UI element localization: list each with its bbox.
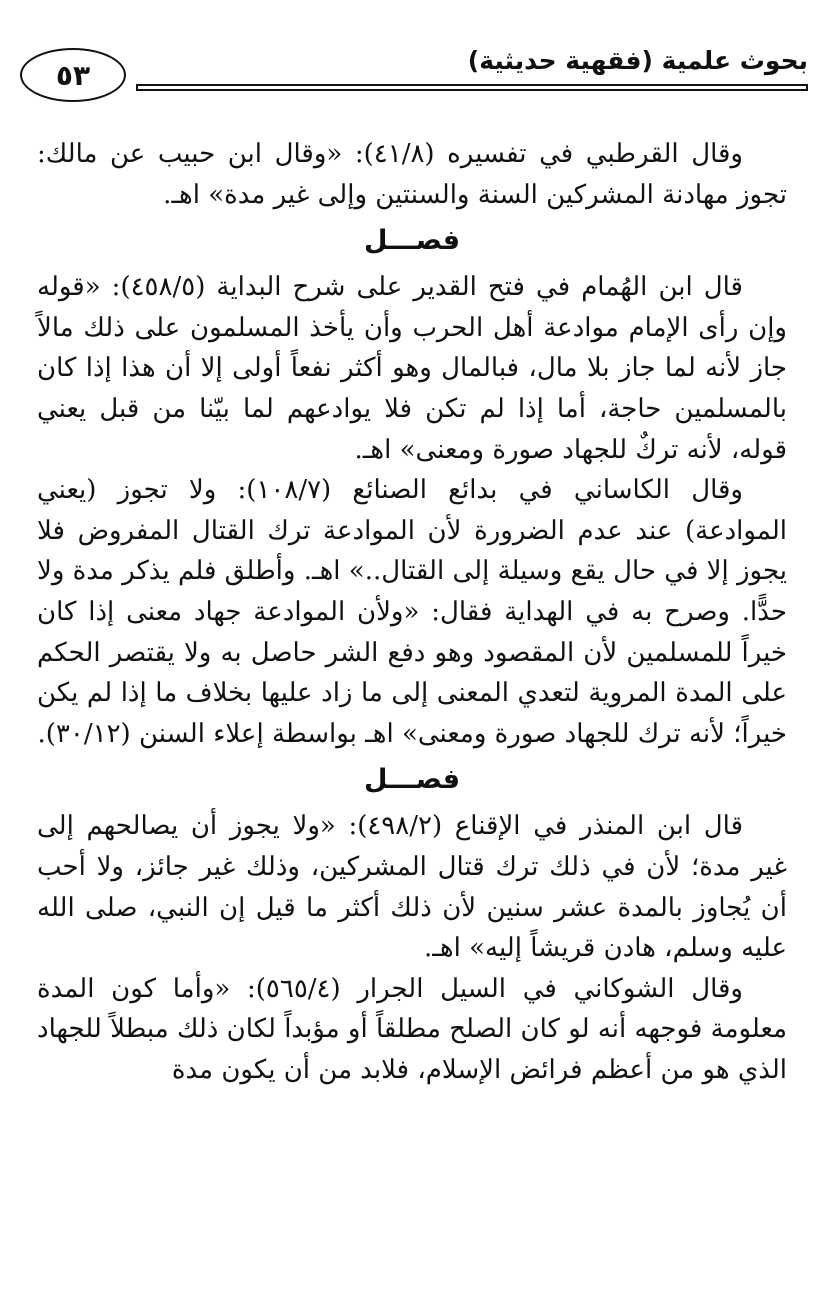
paragraph: قال ابن المنذر في الإقناع (٤٩٨/٢): «ولا يجوز أن يصالحهم إلى غير مدة؛ لأن في ذلك ترك قتال المشركين، وذلك غير جائز، ولا أحب أن يُجاوز بالمدة عشر سنين لأن ذلك أكثر ما قيل إن النبي، صلى الله عليه وسلم، هادن قريشاً إليه» اهـ. [37,811,788,964]
page-header [18,40,808,110]
paragraph: قال ابن الهُمام في فتح القدير على شرح البداية (٤٥٨/٥): «قوله وإن رأى الإمام موادعة أهل الحرب وأن يأخذ المسلمون على ذلك مالاً جاز لأنه لما جاز بلا مال، فبالمال وهو أكثر نفعاً أولى إلا أن هذا إذا كان بالمسلمين حاجة، أما إذا لم تكن فلا يوادعهم لما بيّنا من قبل يعني قوله، لأنه تركٌ للجهاد صورة ومعنى» اهـ. [37,272,787,465]
paragraph: وقال القرطبي في تفسيره (٤١/٨): «وقال ابن حبيب عن مالك: تجوز مهادنة المشركين السنة والسنتين وإلى غير مدة» اهـ. [37,139,787,210]
page-number-text: ٥٣ [55,58,91,92]
page-number [20,48,126,102]
paragraph: وقال الكاساني في بدائع الصنائع (١٠٨/٧): ولا تجوز (يعني الموادعة) عند عدم الضرورة لأن الموادعة ترك القتال المفروض فلا يجوز إلا في حال يقع وسيلة إلى القتال..» اهـ. وأطلق فلم يذكر مدة ولا حدًّا. وصرح به في الهداية فقال: «ولأن الموادعة جهاد معنى إذا كان خيراً للمسلمين لأن المقصود وهو دفع الشر حاصل به ولا يقتصر الحكم على المدة المروية لتعدي المعنى إلى ما زاد عليها بخلاف ما إذا لم يكن خيراً؛ لأنه ترك للجهاد صورة ومعنى» اهـ بواسطة إعلاء السنن (٣٠/١٢). [37,475,787,749]
section-heading: فصـــل [363,764,461,796]
header-rule [136,84,808,91]
section-heading: فصـــل [363,225,461,257]
page-body [37,134,787,1090]
running-title: بحوث علمية (فقهية حديثية) [467,46,808,75]
paragraph: وقال الشوكاني في السيل الجرار (٥٦٥/٤): «وأما كون المدة معلومة فوجهه أنه لو كان الصلح مطلقاً أو مؤبداً لكان ذلك مبطلاً للجهاد الذي هو من أعظم فرائض الإسلام، فلابد من أن يكون مدة [37,973,787,1085]
